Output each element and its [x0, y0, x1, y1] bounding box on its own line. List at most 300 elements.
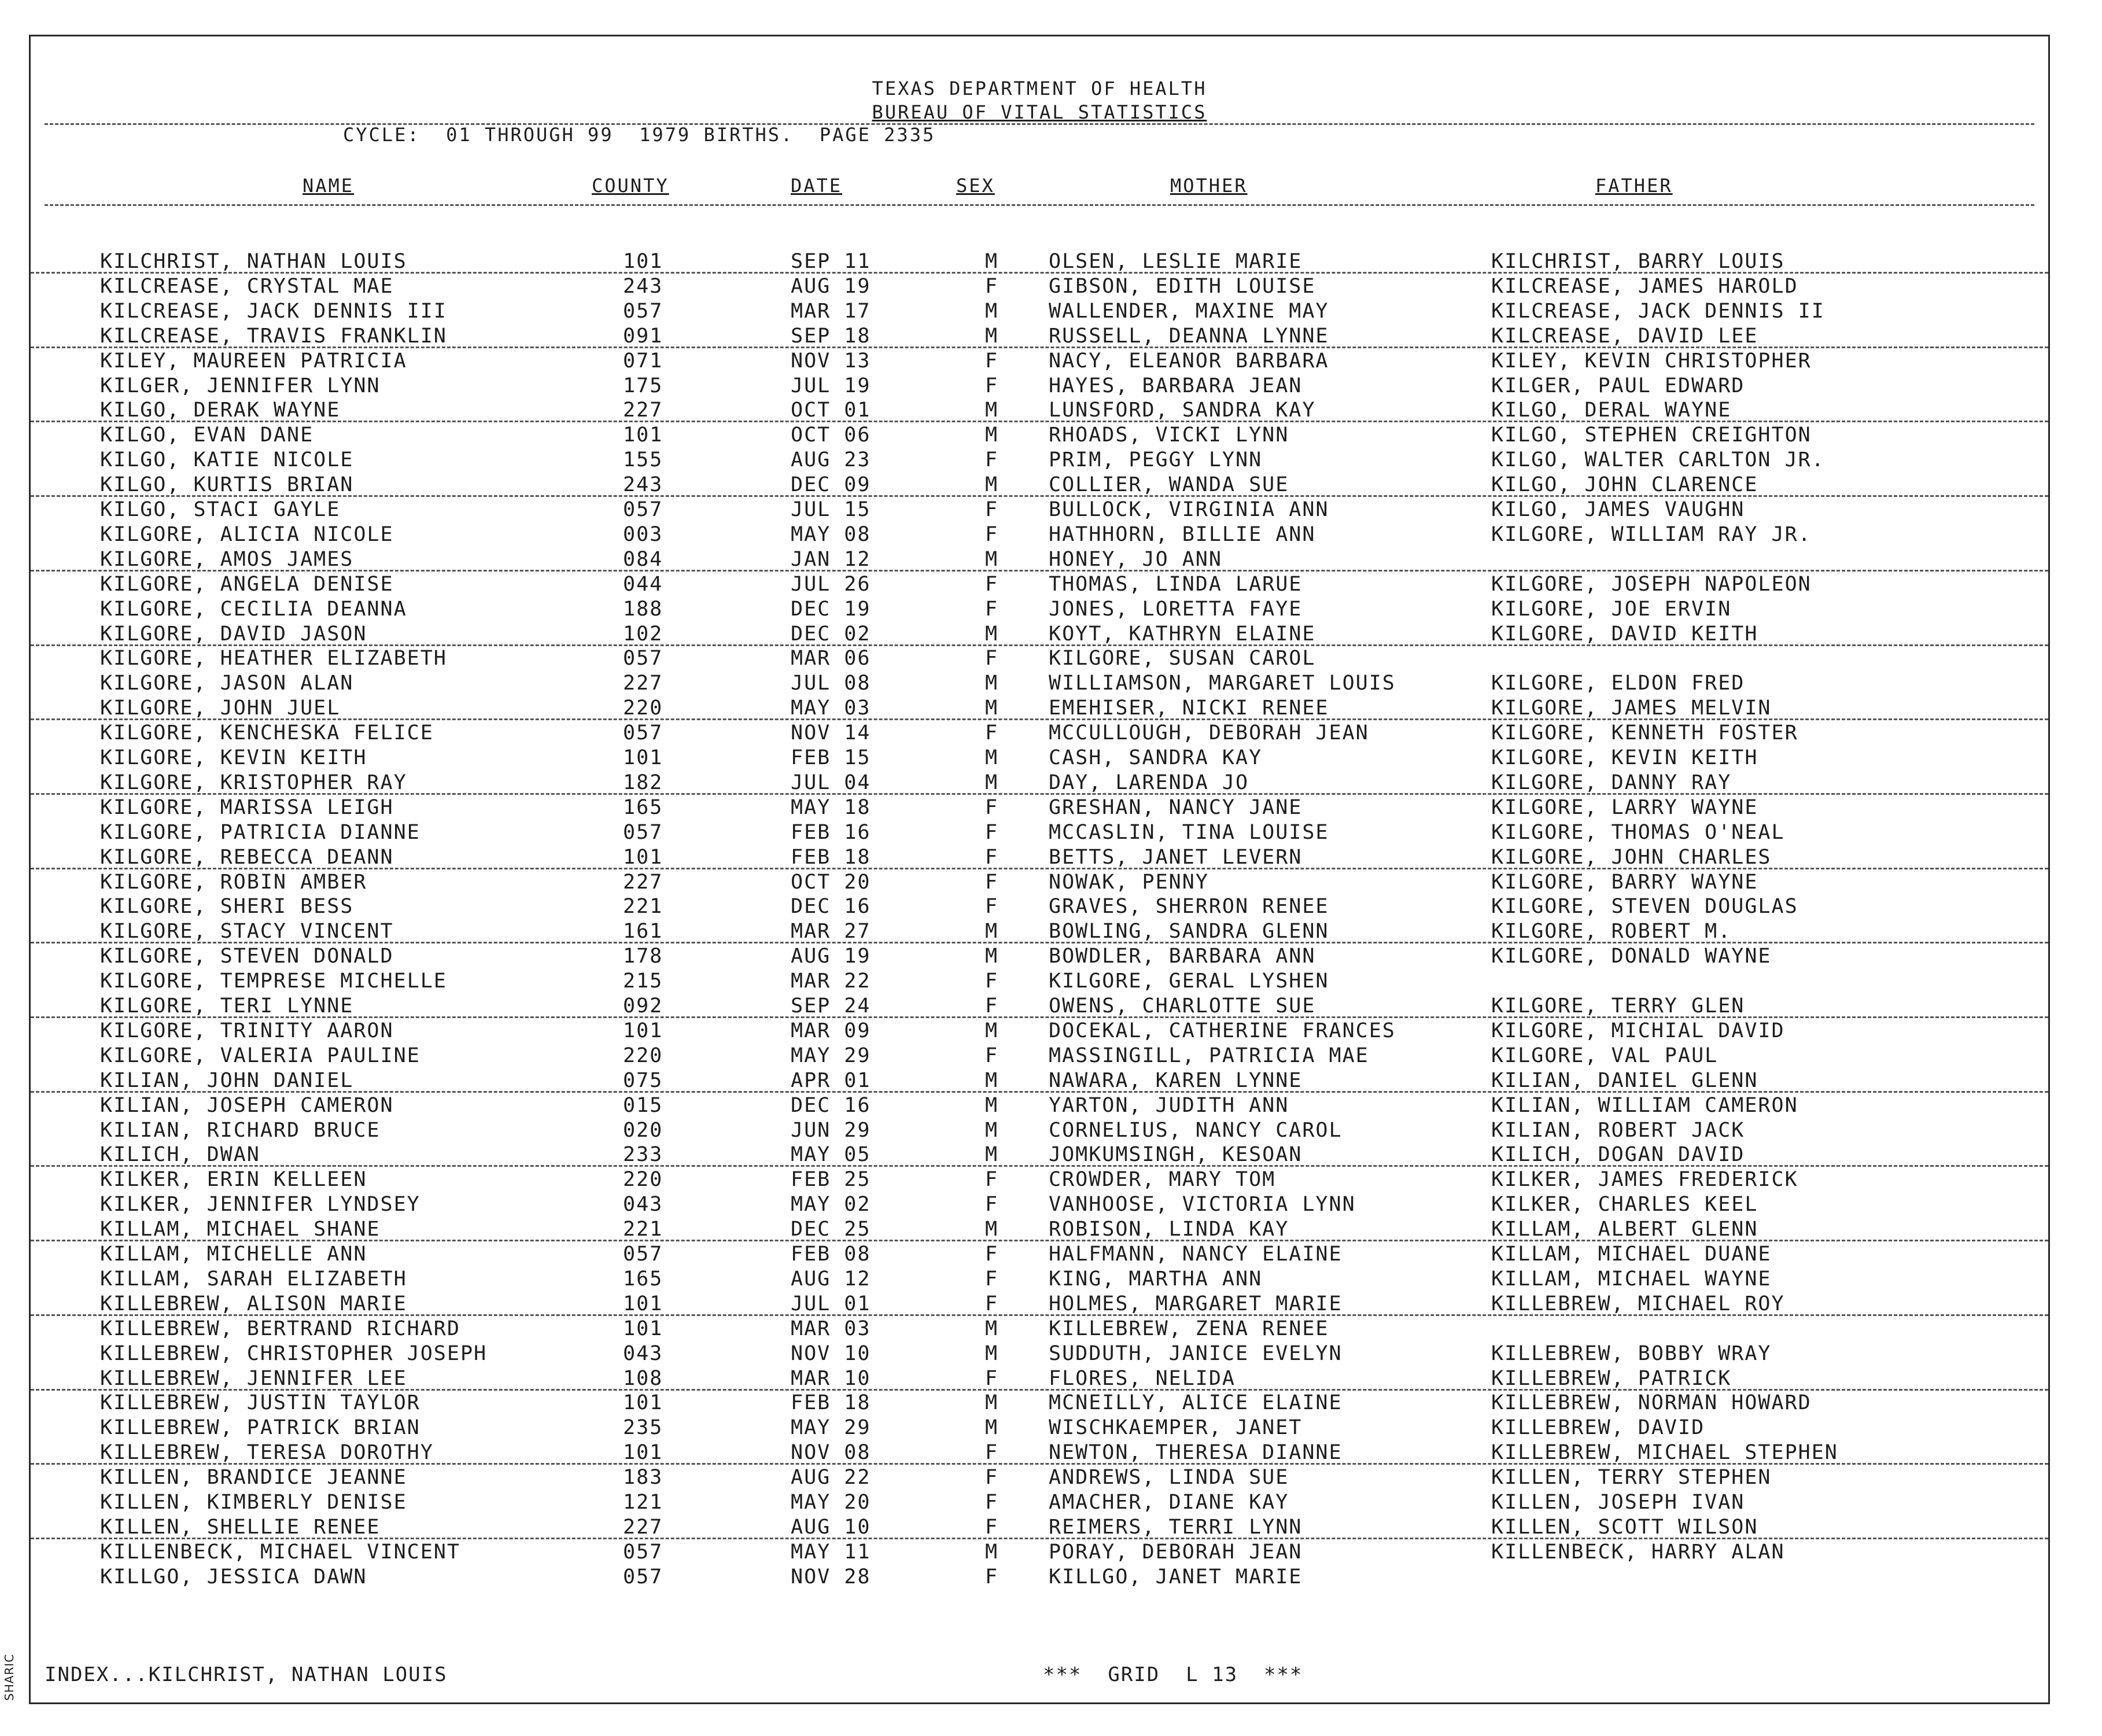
cell-sex: F: [985, 572, 999, 596]
cell-mother: KILGORE, GERAL LYSHEN: [1049, 970, 1329, 993]
cell-date: MAY 11: [791, 1540, 871, 1564]
cell-mother: HONEY, JO ANN: [1049, 547, 1222, 571]
cell-father: KILIAN, WILLIAM CAMERON: [1491, 1093, 1798, 1117]
cell-mother: BULLOCK, VIRGINIA ANN: [1049, 498, 1329, 521]
cell-sex: F: [985, 845, 999, 869]
footer-index: INDEX...KILCHRIST, NATHAN LOUIS: [45, 1663, 448, 1686]
cell-mother: EMEHISER, NICKI RENEE: [1049, 696, 1329, 720]
cell-mother: VANHOOSE, VICTORIA LYNN: [1049, 1193, 1356, 1217]
cell-name: KILGORE, JOHN JUEL: [100, 696, 341, 720]
cell-county: 057: [623, 1540, 663, 1564]
table-row: [31, 597, 2048, 621]
cell-county: 020: [623, 1118, 663, 1142]
cell-name: KILLEBREW, JENNIFER LEE: [100, 1366, 407, 1390]
table-row: [31, 820, 2048, 845]
cell-name: KILGO, STACI GAYLE: [100, 498, 341, 521]
cell-date: DEC 02: [791, 622, 871, 646]
table-row: [31, 1416, 2048, 1440]
cell-sex: M: [985, 1391, 999, 1415]
cell-date: NOV 10: [791, 1341, 871, 1365]
cell-date: MAY 05: [791, 1143, 871, 1167]
cell-county: 227: [623, 1515, 663, 1539]
cell-father: KILGORE, DANNY RAY: [1491, 771, 1732, 794]
cell-sex: F: [985, 970, 999, 993]
cell-father: KILGORE, KENNETH FOSTER: [1491, 721, 1798, 745]
cell-father: KILLENBECK, HARRY ALAN: [1491, 1540, 1785, 1564]
cell-name: KILCREASE, JACK DENNIS III: [100, 299, 447, 323]
cell-date: FEB 18: [791, 845, 871, 869]
cell-mother: HALFMANN, NANCY ELAINE: [1049, 1243, 1343, 1266]
cell-date: FEB 18: [791, 1391, 871, 1415]
cell-mother: LUNSFORD, SANDRA KAY: [1049, 399, 1316, 422]
table-row: [31, 1118, 2048, 1142]
cell-father: KILGORE, ROBERT M.: [1491, 920, 1732, 943]
cell-date: JAN 12: [791, 547, 871, 571]
cell-name: KILGORE, HEATHER ELIZABETH: [100, 647, 447, 670]
table-row: [31, 1465, 2048, 1490]
cell-mother: MCCULLOUGH, DEBORAH JEAN: [1049, 721, 1369, 745]
cell-name: KILLEN, KIMBERLY DENISE: [100, 1491, 407, 1514]
cell-county: 221: [623, 1218, 663, 1241]
cell-date: JUN 29: [791, 1118, 871, 1142]
cell-date: MAR 03: [791, 1317, 871, 1340]
cell-sex: F: [985, 1193, 999, 1217]
cell-sex: M: [985, 1416, 999, 1440]
cell-county: 235: [623, 1416, 663, 1440]
cell-county: 101: [623, 845, 663, 869]
side-label: SHARIC: [2, 1653, 16, 1701]
cell-mother: CASH, SANDRA KAY: [1049, 746, 1263, 769]
cell-name: KILLEBREW, TERESA DOROTHY: [100, 1441, 434, 1465]
column-header-sex: SEX: [956, 175, 995, 197]
cell-date: MAR 06: [791, 647, 871, 670]
cell-county: 044: [623, 572, 663, 596]
cell-sex: M: [985, 945, 999, 968]
cell-date: JUL 19: [791, 374, 871, 397]
cell-sex: F: [985, 349, 999, 373]
cell-sex: M: [985, 423, 999, 447]
cell-name: KILGER, JENNIFER LYNN: [100, 374, 381, 397]
cell-name: KILICH, DWAN: [100, 1143, 260, 1167]
cell-sex: F: [985, 895, 999, 919]
table-row: [31, 349, 2048, 373]
table-row: [31, 845, 2048, 869]
cell-name: KILGORE, TRINITY AARON: [100, 1019, 394, 1042]
cell-sex: F: [985, 1243, 999, 1266]
cell-father: KILGO, JAMES VAUGHN: [1491, 498, 1745, 521]
table-row: [31, 944, 2048, 968]
cell-county: 043: [623, 1341, 663, 1365]
cell-father: KILKER, JAMES FREDERICK: [1491, 1168, 1798, 1192]
cell-county: 057: [623, 647, 663, 670]
cell-county: 057: [623, 1565, 663, 1588]
cell-county: 221: [623, 895, 663, 919]
cell-name: KILGORE, ROBIN AMBER: [100, 870, 367, 894]
cell-date: OCT 01: [791, 399, 871, 422]
cell-father: KILICH, DOGAN DAVID: [1491, 1143, 1745, 1167]
table-row: [31, 795, 2048, 820]
cell-sex: F: [985, 522, 999, 546]
table-row: [31, 274, 2048, 298]
cell-date: AUG 23: [791, 448, 871, 472]
cell-date: MAR 09: [791, 1019, 871, 1042]
cell-county: 071: [623, 349, 663, 373]
cell-name: KILLAM, SARAH ELIZABETH: [100, 1267, 407, 1291]
cell-sex: M: [985, 1143, 999, 1167]
cell-father: KILGO, STEPHEN CREIGHTON: [1491, 423, 1812, 447]
cell-mother: HOLMES, MARGARET MARIE: [1049, 1292, 1343, 1315]
table-row: [31, 1490, 2048, 1514]
table-row: [31, 1515, 2048, 1539]
cell-mother: DAY, LARENDA JO: [1049, 771, 1249, 794]
cell-father: KILEY, KEVIN CHRISTOPHER: [1491, 349, 1812, 373]
cell-date: MAY 29: [791, 1416, 871, 1440]
cell-mother: JOMKUMSINGH, KESOAN: [1049, 1143, 1303, 1167]
cell-county: 220: [623, 1168, 663, 1192]
column-header-name: NAME: [303, 175, 355, 197]
cell-date: FEB 16: [791, 820, 871, 844]
cell-date: JUL 01: [791, 1292, 871, 1315]
cell-sex: F: [985, 1515, 999, 1539]
table-row: [31, 622, 2048, 646]
cell-county: 101: [623, 1292, 663, 1315]
cell-date: FEB 15: [791, 746, 871, 769]
cell-name: KILGORE, AMOS JAMES: [100, 547, 354, 571]
cell-father: KILCREASE, JAMES HAROLD: [1491, 274, 1798, 298]
cell-father: KILLEBREW, DAVID: [1491, 1416, 1705, 1440]
cell-name: KILLEBREW, BERTRAND RICHARD: [100, 1317, 460, 1340]
cell-mother: GRAVES, SHERRON RENEE: [1049, 895, 1329, 919]
cell-father: KILLAM, MICHAEL WAYNE: [1491, 1267, 1772, 1291]
cell-mother: FLORES, NELIDA: [1049, 1366, 1236, 1390]
cell-mother: REIMERS, TERRI LYNN: [1049, 1515, 1303, 1539]
column-header-date: DATE: [791, 175, 843, 197]
cell-sex: M: [985, 299, 999, 323]
table-row: [31, 870, 2048, 894]
table-row: [31, 646, 2048, 670]
cell-county: 003: [623, 522, 663, 546]
cell-county: 084: [623, 547, 663, 571]
cell-sex: F: [985, 1267, 999, 1291]
cell-sex: F: [985, 274, 999, 298]
cell-sex: M: [985, 696, 999, 720]
cell-sex: F: [985, 1292, 999, 1315]
cell-mother: HATHHORN, BILLIE ANN: [1049, 522, 1316, 546]
cell-father: KILCREASE, JACK DENNIS II: [1491, 299, 1825, 323]
cell-name: KILGORE, ANGELA DENISE: [100, 572, 394, 596]
cell-date: AUG 19: [791, 945, 871, 968]
cell-name: KILLEN, BRANDICE JEANNE: [100, 1466, 407, 1490]
cell-county: 101: [623, 1317, 663, 1340]
cell-mother: BETTS, JANET LEVERN: [1049, 845, 1303, 869]
cell-county: 243: [623, 274, 663, 298]
cell-date: SEP 24: [791, 994, 871, 1018]
cell-sex: M: [985, 771, 999, 794]
cell-sex: M: [985, 1093, 999, 1117]
cell-mother: BOWDLER, BARBARA ANN: [1049, 945, 1316, 968]
cell-mother: PORAY, DEBORAH JEAN: [1049, 1540, 1303, 1564]
cell-county: 188: [623, 597, 663, 621]
table-row: [31, 547, 2048, 572]
cell-father: KILLEN, TERRY STEPHEN: [1491, 1466, 1772, 1490]
cell-name: KILGORE, STACY VINCENT: [100, 920, 394, 943]
cell-father: KILLEBREW, NORMAN HOWARD: [1491, 1391, 1812, 1415]
cell-county: 155: [623, 448, 663, 472]
cell-name: KILLENBECK, MICHAEL VINCENT: [100, 1540, 460, 1564]
cell-father: KILGORE, WILLIAM RAY JR.: [1491, 522, 1812, 546]
cell-date: JUL 04: [791, 771, 871, 794]
table-row: [31, 919, 2048, 943]
cell-date: DEC 25: [791, 1218, 871, 1241]
cell-county: 233: [623, 1143, 663, 1167]
cell-mother: GRESHAN, NANCY JANE: [1049, 795, 1303, 819]
cell-date: DEC 16: [791, 1093, 871, 1117]
cell-mother: MCCASLIN, TINA LOUISE: [1049, 820, 1329, 844]
cell-county: 057: [623, 299, 663, 323]
cell-father: KILGER, PAUL EDWARD: [1491, 374, 1745, 397]
table-row: [31, 1440, 2048, 1465]
cell-father: KILIAN, DANIEL GLENN: [1491, 1068, 1758, 1092]
cell-father: KILGORE, TERRY GLEN: [1491, 994, 1745, 1018]
cell-mother: HAYES, BARBARA JEAN: [1049, 374, 1303, 397]
cell-mother: OLSEN, LESLIE MARIE: [1049, 250, 1303, 273]
cell-date: NOV 13: [791, 349, 871, 373]
cell-date: OCT 06: [791, 423, 871, 447]
cell-mother: DOCEKAL, CATHERINE FRANCES: [1049, 1019, 1396, 1042]
cell-name: KILGO, EVAN DANE: [100, 423, 314, 447]
table-row: [31, 473, 2048, 497]
cell-county: 215: [623, 970, 663, 993]
cell-sex: F: [985, 1044, 999, 1067]
cell-sex: M: [985, 324, 999, 348]
cell-county: 227: [623, 399, 663, 422]
cell-county: 178: [623, 945, 663, 968]
cell-name: KILGORE, DAVID JASON: [100, 622, 367, 646]
cell-name: KILIAN, JOSEPH CAMERON: [100, 1093, 394, 1117]
cell-date: AUG 22: [791, 1466, 871, 1490]
cell-date: SEP 18: [791, 324, 871, 348]
cell-mother: WILLIAMSON, MARGARET LOUIS: [1049, 672, 1396, 695]
cell-mother: WALLENDER, MAXINE MAY: [1049, 299, 1329, 323]
cell-name: KILIAN, JOHN DANIEL: [100, 1068, 354, 1092]
cell-father: KILGO, WALTER CARLTON JR.: [1491, 448, 1825, 472]
table-row: [31, 398, 2048, 422]
cell-name: KILGORE, STEVEN DONALD: [100, 945, 394, 968]
cell-father: KILGORE, BARRY WAYNE: [1491, 870, 1758, 894]
table-row: [31, 1366, 2048, 1391]
cell-county: 057: [623, 1243, 663, 1266]
cell-county: 227: [623, 870, 663, 894]
cell-date: FEB 08: [791, 1243, 871, 1266]
cell-county: 220: [623, 696, 663, 720]
cell-county: 015: [623, 1093, 663, 1117]
cell-county: 121: [623, 1491, 663, 1514]
cell-sex: M: [985, 473, 999, 497]
cell-mother: NAWARA, KAREN LYNNE: [1049, 1068, 1303, 1092]
cell-sex: M: [985, 547, 999, 571]
cell-father: KILGORE, STEVEN DOUGLAS: [1491, 895, 1798, 919]
cell-name: KILLGO, JESSICA DAWN: [100, 1565, 367, 1588]
table-row: [31, 572, 2048, 596]
table-row: [31, 1391, 2048, 1415]
cell-mother: AMACHER, DIANE KAY: [1049, 1491, 1289, 1514]
cell-date: MAY 02: [791, 1193, 871, 1217]
birth-records-table: [31, 36, 2048, 1702]
cell-name: KILLEN, SHELLIE RENEE: [100, 1515, 381, 1539]
cell-sex: F: [985, 448, 999, 472]
cell-county: 227: [623, 672, 663, 695]
cell-father: KILGORE, JOE ERVIN: [1491, 597, 1732, 621]
cell-sex: F: [985, 820, 999, 844]
cell-father: KILGORE, KEVIN KEITH: [1491, 746, 1758, 769]
cell-mother: RHOADS, VICKI LYNN: [1049, 423, 1289, 447]
cell-county: 101: [623, 746, 663, 769]
cell-date: DEC 19: [791, 597, 871, 621]
cell-name: KILGORE, TERI LYNNE: [100, 994, 354, 1018]
cell-name: KILGORE, TEMPRESE MICHELLE: [100, 970, 447, 993]
printout-page: [29, 35, 2050, 1704]
cell-sex: F: [985, 374, 999, 397]
cell-name: KILLAM, MICHELLE ANN: [100, 1243, 367, 1266]
table-row: [31, 324, 2048, 348]
cell-county: 101: [623, 1019, 663, 1042]
cell-date: MAY 03: [791, 696, 871, 720]
table-row: [31, 1292, 2048, 1316]
cell-father: KILGORE, JOHN CHARLES: [1491, 845, 1772, 869]
cell-father: KILGORE, LARRY WAYNE: [1491, 795, 1758, 819]
table-row: [31, 1267, 2048, 1291]
cell-sex: F: [985, 1565, 999, 1588]
cell-father: KILGORE, DAVID KEITH: [1491, 622, 1758, 646]
cell-county: 101: [623, 1441, 663, 1465]
table-row: [31, 448, 2048, 472]
cell-mother: SUDDUTH, JANICE EVELYN: [1049, 1341, 1343, 1365]
cell-name: KILGORE, JASON ALAN: [100, 672, 354, 695]
cell-name: KILLEBREW, PATRICK BRIAN: [100, 1416, 421, 1440]
cell-name: KILEY, MAUREEN PATRICIA: [100, 349, 407, 373]
table-row: [31, 1093, 2048, 1118]
cell-date: MAY 18: [791, 795, 871, 819]
cell-mother: NOWAK, PENNY: [1049, 870, 1209, 894]
cell-sex: F: [985, 1168, 999, 1192]
cell-name: KILGORE, KRISTOPHER RAY: [100, 771, 407, 794]
cell-mother: KING, MARTHA ANN: [1049, 1267, 1263, 1291]
cell-county: 091: [623, 324, 663, 348]
table-row: [31, 1217, 2048, 1241]
cell-date: MAR 17: [791, 299, 871, 323]
cell-county: 101: [623, 250, 663, 273]
table-row: [31, 1242, 2048, 1266]
column-header-mother: MOTHER: [1170, 175, 1248, 197]
cell-sex: M: [985, 399, 999, 422]
cell-mother: JONES, LORETTA FAYE: [1049, 597, 1303, 621]
cell-sex: M: [985, 672, 999, 695]
cell-county: 175: [623, 374, 663, 397]
cell-date: DEC 16: [791, 895, 871, 919]
cell-father: KILIAN, ROBERT JACK: [1491, 1118, 1745, 1142]
cell-date: APR 01: [791, 1068, 871, 1092]
table-row: [31, 423, 2048, 447]
cell-county: 161: [623, 920, 663, 943]
cell-date: MAY 20: [791, 1491, 871, 1514]
cell-name: KILGO, KATIE NICOLE: [100, 448, 354, 472]
cell-date: JUL 08: [791, 672, 871, 695]
cell-mother: NEWTON, THERESA DIANNE: [1049, 1441, 1343, 1465]
cell-mother: ANDREWS, LINDA SUE: [1049, 1466, 1289, 1490]
table-row: [31, 746, 2048, 770]
cell-father: KILLEN, JOSEPH IVAN: [1491, 1491, 1745, 1514]
cell-sex: M: [985, 622, 999, 646]
cell-name: KILLAM, MICHAEL SHANE: [100, 1218, 381, 1241]
cell-sex: F: [985, 1441, 999, 1465]
cell-father: KILGO, DERAL WAYNE: [1491, 399, 1732, 422]
cell-father: KILLEBREW, PATRICK: [1491, 1366, 1732, 1390]
table-row: [31, 894, 2048, 919]
cell-name: KILGORE, MARISSA LEIGH: [100, 795, 394, 819]
cell-name: KILKER, JENNIFER LYNDSEY: [100, 1193, 421, 1217]
cell-father: KILGORE, DONALD WAYNE: [1491, 945, 1772, 968]
cell-county: 092: [623, 994, 663, 1018]
report-subtitle: BUREAU OF VITAL STATISTICS: [872, 101, 1207, 123]
footer-grid: *** GRID L 13 ***: [1043, 1663, 1303, 1686]
cell-sex: F: [985, 1466, 999, 1490]
cell-name: KILCHRIST, NATHAN LOUIS: [100, 250, 407, 273]
cell-county: 075: [623, 1068, 663, 1092]
table-row: [31, 374, 2048, 398]
cell-name: KILGORE, KEVIN KEITH: [100, 746, 367, 769]
cell-name: KILGORE, SHERI BESS: [100, 895, 354, 919]
cell-date: NOV 28: [791, 1565, 871, 1588]
cell-father: KILGORE, ELDON FRED: [1491, 672, 1745, 695]
table-row: [31, 249, 2048, 274]
cell-sex: F: [985, 870, 999, 894]
cell-mother: OWENS, CHARLOTTE SUE: [1049, 994, 1316, 1018]
cell-mother: COLLIER, WANDA SUE: [1049, 473, 1289, 497]
cell-date: MAY 29: [791, 1044, 871, 1067]
cell-county: 243: [623, 473, 663, 497]
table-row: [31, 1565, 2048, 1589]
cell-father: KILLEBREW, MICHAEL STEPHEN: [1491, 1441, 1838, 1465]
cell-date: OCT 20: [791, 870, 871, 894]
cell-county: 220: [623, 1044, 663, 1067]
cell-sex: M: [985, 250, 999, 273]
cell-sex: F: [985, 795, 999, 819]
cell-date: AUG 19: [791, 274, 871, 298]
cell-mother: GIBSON, EDITH LOUISE: [1049, 274, 1316, 298]
cell-father: KILCHRIST, BARRY LOUIS: [1491, 250, 1785, 273]
cell-date: NOV 14: [791, 721, 871, 745]
cell-mother: THOMAS, LINDA LARUE: [1049, 572, 1303, 596]
cell-father: KILGORE, MICHIAL DAVID: [1491, 1019, 1785, 1042]
report-title: TEXAS DEPARTMENT OF HEALTH: [872, 78, 1207, 99]
cell-name: KILLEBREW, CHRISTOPHER JOSEPH: [100, 1341, 488, 1365]
cell-county: 183: [623, 1466, 663, 1490]
cell-date: AUG 12: [791, 1267, 871, 1291]
table-row: [31, 1068, 2048, 1093]
cell-sex: M: [985, 1068, 999, 1092]
cell-name: KILGORE, PATRICIA DIANNE: [100, 820, 421, 844]
cell-name: KILGORE, VALERIA PAULINE: [100, 1044, 421, 1067]
table-row: [31, 721, 2048, 745]
cell-father: KILLAM, ALBERT GLENN: [1491, 1218, 1758, 1241]
cell-father: KILGORE, THOMAS O'NEAL: [1491, 820, 1785, 844]
cell-county: 043: [623, 1193, 663, 1217]
cell-date: MAR 27: [791, 920, 871, 943]
cell-father: KILKER, CHARLES KEEL: [1491, 1193, 1758, 1217]
cell-father: KILGORE, JOSEPH NAPOLEON: [1491, 572, 1812, 596]
cell-sex: F: [985, 647, 999, 670]
cell-mother: RUSSELL, DEANNA LYNNE: [1049, 324, 1329, 348]
